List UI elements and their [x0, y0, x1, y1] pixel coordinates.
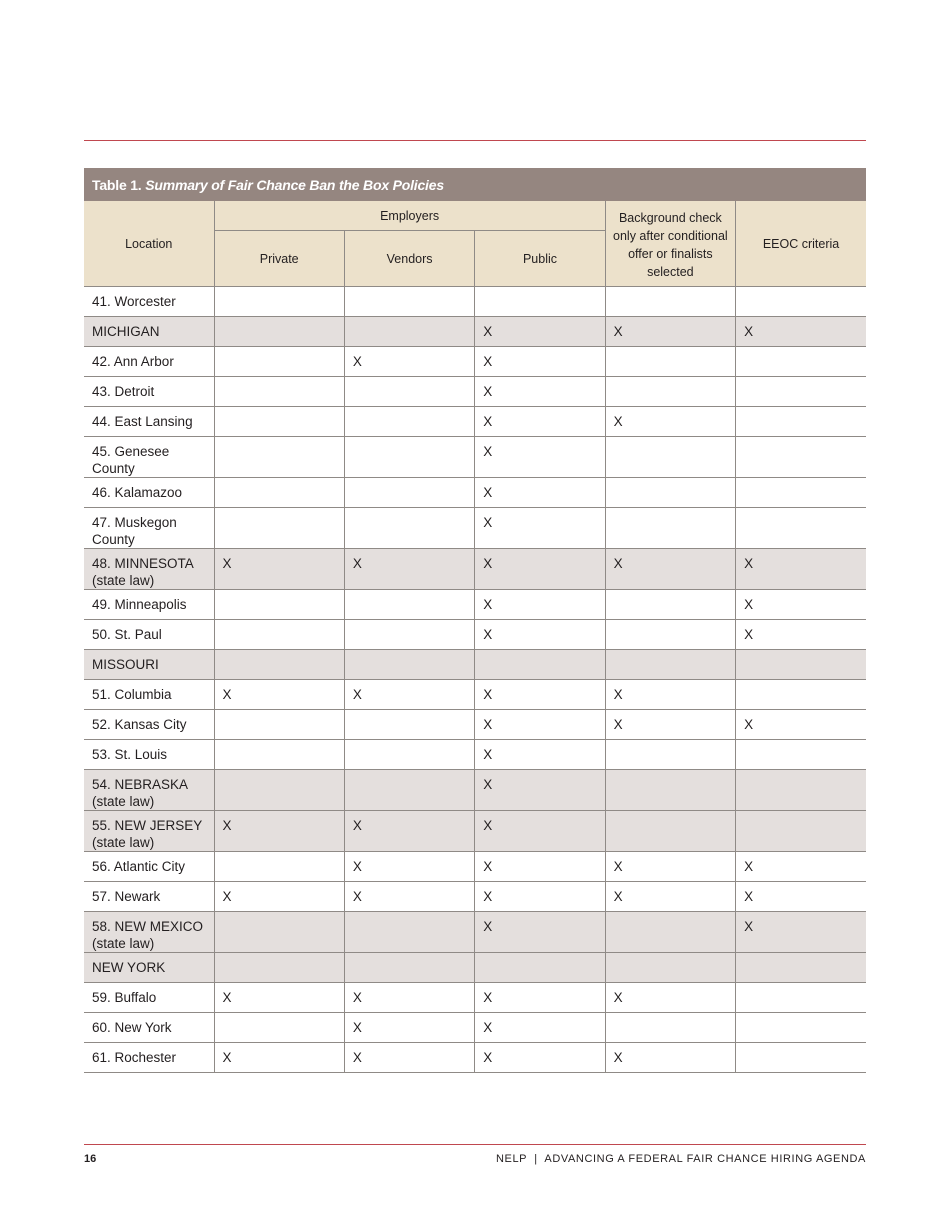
cell-vendors	[344, 317, 474, 347]
cell-public: X	[475, 549, 605, 590]
cell-private	[214, 953, 344, 983]
cell-private: X	[214, 882, 344, 912]
cell-vendors: X	[344, 1043, 474, 1073]
cell-location: 59. Buffalo	[84, 983, 214, 1013]
cell-eeoc	[736, 740, 866, 770]
cell-vendors: X	[344, 852, 474, 882]
cell-background	[605, 912, 735, 953]
cell-private	[214, 377, 344, 407]
cell-background: X	[605, 1043, 735, 1073]
table-row	[84, 549, 866, 590]
cell-background: X	[605, 710, 735, 740]
cell-background: X	[605, 680, 735, 710]
header-public: Public	[475, 231, 605, 287]
cell-location: 50. St. Paul	[84, 620, 214, 650]
table-row	[84, 680, 866, 710]
cell-background	[605, 740, 735, 770]
cell-vendors	[344, 287, 474, 317]
cell-public: X	[475, 882, 605, 912]
table-row	[84, 650, 866, 680]
cell-location: 44. East Lansing	[84, 407, 214, 437]
cell-public: X	[475, 912, 605, 953]
table-row	[84, 740, 866, 770]
cell-background: X	[605, 317, 735, 347]
cell-background	[605, 287, 735, 317]
cell-vendors: X	[344, 549, 474, 590]
cell-private	[214, 710, 344, 740]
cell-private	[214, 317, 344, 347]
table-row	[84, 912, 866, 953]
table-row	[84, 377, 866, 407]
header-vendors: Vendors	[344, 231, 474, 287]
cell-eeoc	[736, 437, 866, 478]
cell-public: X	[475, 377, 605, 407]
table-row	[84, 287, 866, 317]
cell-private	[214, 508, 344, 549]
cell-background	[605, 437, 735, 478]
cell-public	[475, 650, 605, 680]
cell-vendors: X	[344, 680, 474, 710]
cell-background	[605, 811, 735, 852]
cell-background	[605, 508, 735, 549]
cell-background: X	[605, 852, 735, 882]
table-row	[84, 478, 866, 508]
cell-eeoc	[736, 680, 866, 710]
cell-vendors	[344, 740, 474, 770]
cell-vendors: X	[344, 1013, 474, 1043]
cell-background	[605, 377, 735, 407]
cell-private	[214, 347, 344, 377]
cell-location: MICHIGAN	[84, 317, 214, 347]
cell-vendors	[344, 377, 474, 407]
cell-eeoc	[736, 953, 866, 983]
cell-eeoc: X	[736, 882, 866, 912]
header-background-check: Background check only after conditional offer or finalists selected	[605, 201, 735, 287]
header-location: Location	[84, 201, 214, 287]
cell-eeoc: X	[736, 549, 866, 590]
cell-background: X	[605, 407, 735, 437]
cell-private	[214, 407, 344, 437]
cell-public	[475, 953, 605, 983]
cell-public: X	[475, 437, 605, 478]
cell-public: X	[475, 710, 605, 740]
cell-eeoc	[736, 287, 866, 317]
cell-location: 49. Minneapolis	[84, 590, 214, 620]
cell-location: 45. Genesee County	[84, 437, 214, 478]
cell-eeoc	[736, 770, 866, 811]
table-header-row	[84, 201, 866, 231]
cell-private	[214, 590, 344, 620]
cell-eeoc	[736, 1013, 866, 1043]
cell-public: X	[475, 1013, 605, 1043]
cell-private	[214, 287, 344, 317]
policy-table	[84, 168, 866, 1073]
cell-background: X	[605, 882, 735, 912]
cell-private: X	[214, 811, 344, 852]
cell-private: X	[214, 680, 344, 710]
cell-background: X	[605, 549, 735, 590]
cell-vendors	[344, 912, 474, 953]
page-number: 16	[84, 1153, 97, 1165]
cell-public: X	[475, 508, 605, 549]
table-row	[84, 590, 866, 620]
cell-eeoc	[736, 650, 866, 680]
header-eeoc-criteria: EEOC criteria	[736, 201, 866, 287]
cell-eeoc: X	[736, 620, 866, 650]
cell-location: 43. Detroit	[84, 377, 214, 407]
cell-public: X	[475, 770, 605, 811]
cell-background: X	[605, 983, 735, 1013]
cell-public: X	[475, 1043, 605, 1073]
table-row	[84, 508, 866, 549]
cell-location: 47. Muskegon County	[84, 508, 214, 549]
table-row	[84, 437, 866, 478]
table-row	[84, 407, 866, 437]
cell-vendors	[344, 590, 474, 620]
cell-eeoc: X	[736, 912, 866, 953]
cell-location: 51. Columbia	[84, 680, 214, 710]
cell-eeoc: X	[736, 317, 866, 347]
cell-private	[214, 650, 344, 680]
top-rule	[84, 140, 866, 141]
table-row	[84, 953, 866, 983]
cell-public: X	[475, 347, 605, 377]
cell-location: 56. Atlantic City	[84, 852, 214, 882]
cell-background	[605, 1013, 735, 1043]
cell-eeoc	[736, 983, 866, 1013]
cell-vendors: X	[344, 983, 474, 1013]
cell-vendors	[344, 710, 474, 740]
header-employers: Employers	[214, 201, 605, 231]
cell-eeoc	[736, 347, 866, 377]
table-row	[84, 1043, 866, 1073]
table-title-row	[84, 168, 866, 201]
cell-public: X	[475, 407, 605, 437]
cell-private	[214, 740, 344, 770]
cell-public	[475, 287, 605, 317]
cell-private: X	[214, 1043, 344, 1073]
cell-eeoc	[736, 508, 866, 549]
cell-background	[605, 590, 735, 620]
cell-private	[214, 620, 344, 650]
cell-location: 46. Kalamazoo	[84, 478, 214, 508]
cell-background	[605, 478, 735, 508]
cell-vendors	[344, 478, 474, 508]
table-row	[84, 770, 866, 811]
cell-vendors	[344, 407, 474, 437]
cell-private: X	[214, 983, 344, 1013]
cell-location: NEW YORK	[84, 953, 214, 983]
cell-location: 55. NEW JERSEY (state law)	[84, 811, 214, 852]
table-row	[84, 1013, 866, 1043]
table-row	[84, 620, 866, 650]
cell-vendors	[344, 437, 474, 478]
cell-location: 61. Rochester	[84, 1043, 214, 1073]
cell-eeoc: X	[736, 590, 866, 620]
cell-public: X	[475, 852, 605, 882]
cell-eeoc	[736, 811, 866, 852]
cell-vendors	[344, 770, 474, 811]
cell-public: X	[475, 478, 605, 508]
cell-public: X	[475, 317, 605, 347]
table-row	[84, 983, 866, 1013]
policy-table-container	[84, 168, 866, 1073]
cell-public: X	[475, 811, 605, 852]
cell-vendors: X	[344, 347, 474, 377]
cell-background	[605, 953, 735, 983]
cell-location: 53. St. Louis	[84, 740, 214, 770]
footer-publication: NELP | ADVANCING A FEDERAL FAIR CHANCE HIRING AGENDA	[495, 1153, 866, 1165]
cell-background	[605, 770, 735, 811]
cell-location: 52. Kansas City	[84, 710, 214, 740]
cell-vendors	[344, 953, 474, 983]
cell-vendors: X	[344, 811, 474, 852]
cell-background	[605, 650, 735, 680]
table-title-italic: Summary of Fair Chance Ban the Box Policies	[145, 176, 444, 193]
cell-location: 54. NEBRASKA (state law)	[84, 770, 214, 811]
cell-vendors	[344, 620, 474, 650]
table-body	[84, 287, 866, 1073]
table-row	[84, 811, 866, 852]
cell-private	[214, 437, 344, 478]
cell-eeoc	[736, 407, 866, 437]
cell-private	[214, 770, 344, 811]
cell-location: 57. Newark	[84, 882, 214, 912]
cell-location: 58. NEW MEXICO (state law)	[84, 912, 214, 953]
table-row	[84, 347, 866, 377]
cell-eeoc: X	[736, 852, 866, 882]
table-title	[84, 168, 866, 201]
cell-private	[214, 478, 344, 508]
cell-public: X	[475, 740, 605, 770]
cell-vendors	[344, 508, 474, 549]
cell-background	[605, 347, 735, 377]
cell-private	[214, 852, 344, 882]
cell-location: 60. New York	[84, 1013, 214, 1043]
cell-private	[214, 912, 344, 953]
cell-eeoc	[736, 1043, 866, 1073]
table-row	[84, 852, 866, 882]
table-row	[84, 317, 866, 347]
cell-eeoc	[736, 377, 866, 407]
cell-public: X	[475, 590, 605, 620]
cell-location: 48. MINNESOTA (state law)	[84, 549, 214, 590]
bottom-rule	[84, 1144, 866, 1145]
header-private: Private	[214, 231, 344, 287]
table-row	[84, 882, 866, 912]
cell-public: X	[475, 620, 605, 650]
cell-private	[214, 1013, 344, 1043]
cell-vendors	[344, 650, 474, 680]
cell-private: X	[214, 549, 344, 590]
table-row	[84, 710, 866, 740]
cell-location: MISSOURI	[84, 650, 214, 680]
table-title-prefix: Table 1.	[92, 176, 142, 193]
cell-eeoc: X	[736, 710, 866, 740]
cell-public: X	[475, 680, 605, 710]
cell-vendors: X	[344, 882, 474, 912]
cell-location: 42. Ann Arbor	[84, 347, 214, 377]
cell-eeoc	[736, 478, 866, 508]
cell-background	[605, 620, 735, 650]
cell-public: X	[475, 983, 605, 1013]
cell-location: 41. Worcester	[84, 287, 214, 317]
